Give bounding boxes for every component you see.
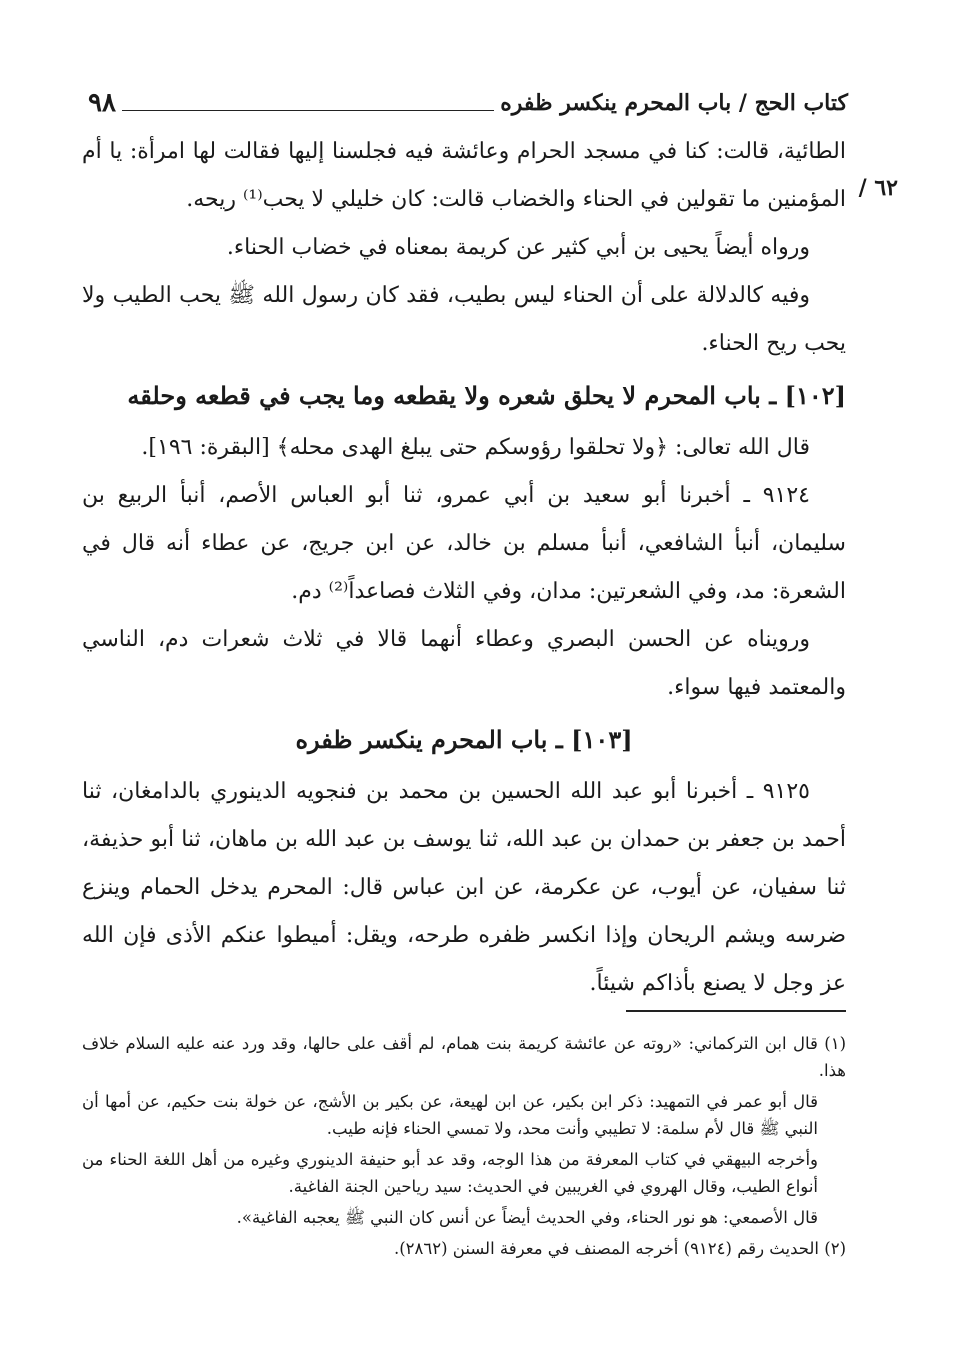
header-rule xyxy=(122,110,494,111)
paragraph: ورويناه عن الحسن البصري وعطاء أنهما قالا في ثلاث شعرات دم، الناسي والمعتمد فيها سواء. xyxy=(82,627,846,700)
footnote-continuation: قال الأصمعي: هو نور الحناء، وفي الحديث أيضاً عن أنس كان النبي ﷺ يعجبه الفاغية». xyxy=(236,1208,818,1227)
footnote-continuation: قال أبو عمر في التمهيد: ذكر ابن بكير، عن ابن لهيعة، عن بكير بن الأشج، عن خولة بنت حكيم، عن أمها أن النبي ﷺ قال لأم سلمة: لا تطيبي وأنت محد، ولا تمسي الحناء فإنه طيب. xyxy=(82,1092,818,1138)
hadith-paragraph: ٩١٢٥ ـ أخبرنا أبو عبد الله الحسين بن محمد بن فنجويه الدينوري بالدامغان، ثنا أحمد بن جعفر بن حمدان بن عبد الله، ثنا يوسف بن عبد الله بن ماهان، ثنا أبو حذيفة، ثنا سفيان، عن أيوب، عن عكرمة، عن ابن عباس قال: المحرم يدخل الحمام وينزع ضرسه ويشم الريحان وإذا انكسر ظفره طرحه، ويقل: أميطوا عنكم الأذى فإن الله عز وجل لا يصنع بأذاكم شيئاً. xyxy=(82,779,846,996)
margin-page-marker: ٦٢ / xyxy=(858,175,898,201)
footnotes xyxy=(82,1030,846,1266)
running-header xyxy=(88,80,848,116)
running-title: كتاب الحج / باب المحرم ينكسر ظفره xyxy=(500,90,848,116)
hadith-paragraph: ٩١٢٤ ـ أخبرنا أبو سعيد بن أبي عمرو، ثنا أبو العباس الأصم، أنبأ الربيع بن سليمان، أنبأ الشافعي، أنبأ مسلم بن خالد، عن ابن جريج، عن عطاء أنه قال في الشعرة: مد، وفي الشعرتين: مدان، وفي الثلاث فصاعداً⁽²⁾ دم. xyxy=(82,483,846,604)
footnote: (١) قال ابن التركماني: «روته عن عائشة كريمة بنت همام، لم أقف على حالها، وقد ورد عنه عليه السلام خلاف هذا. xyxy=(82,1034,846,1080)
footnote-continuation: وأخرجه البيهقي في كتاب المعرفة من هذا الوجه، وقد عد أبو حنيفة الدينوري وغيره من أهل اللغة الحناء من أنواع الطيب، وقال الهروي في الغريبين في الحديث: سيد رياحين الجنة الفاغية. xyxy=(82,1150,818,1196)
main-text xyxy=(82,128,846,1008)
footnote-separator xyxy=(626,1010,846,1012)
chapter-heading: [١٠٢] ـ باب المحرم لا يحلق شعره ولا يقطعه وما يجب في قطعه وحلقه xyxy=(127,381,846,410)
chapter-heading: [١٠٣] ـ باب المحرم ينكسر ظفره xyxy=(295,725,633,754)
paragraph: قال الله تعالى: ﴿ولا تحلقوا رؤوسكم حتى يبلغ الهدى محله﴾ [البقرة: ١٩٦]. xyxy=(141,435,810,460)
paragraph: الطائية، قالت: كنا في مسجد الحرام وعائشة فيه فجلسنا إليها فقالت لها امرأة: يا أم المؤمنين ما تقولين في الحناء والخضاب قالت: كان خليلي لا يحب⁽¹⁾ ريحه. xyxy=(82,139,846,212)
paragraph: ورواه أيضاً يحيى بن أبي كثير عن كريمة بمعناه في خضاب الحناء. xyxy=(226,235,810,260)
page-number: ٩٨ xyxy=(88,88,116,118)
paragraph: وفيه كالدلالة على أن الحناء ليس بطيب، فقد كان رسول الله ﷺ يحب الطيب ولا يحب ريح الحناء. xyxy=(82,283,846,356)
footnote: (٢) الحديث رقم (٩١٢٤) أخرجه المصنف في معرفة السنن (٢٨٦٢). xyxy=(393,1239,846,1258)
